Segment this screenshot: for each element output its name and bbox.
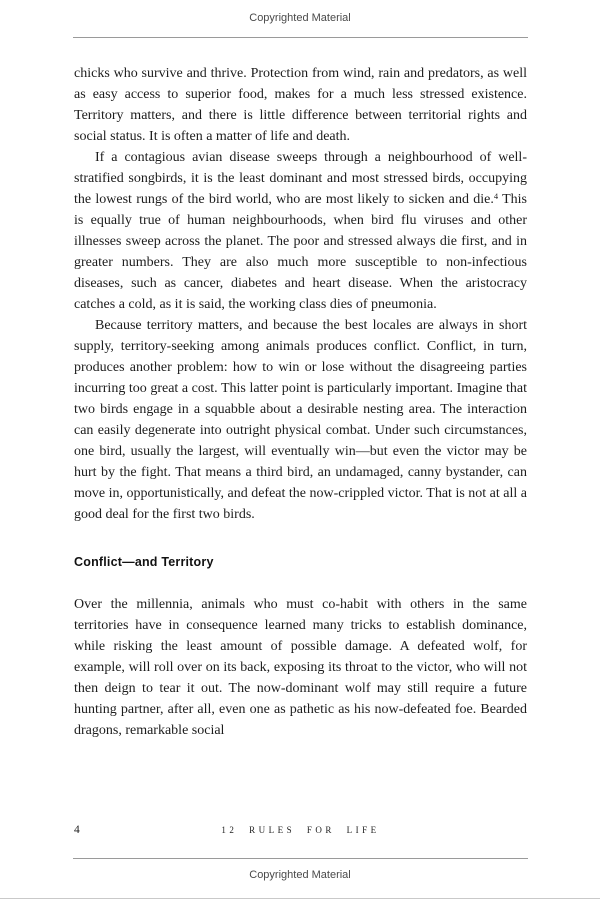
- footnote-ref-4: 4: [493, 191, 499, 201]
- top-divider: [73, 37, 528, 38]
- page-footer: [74, 822, 527, 842]
- paragraph-3: Because territory matters, and because the best locales are always in short supply, territory-seeking among animals produces conflict. Conflict, in turn, produces another problem: how to win or lose without the disagreeing parties incurring too great a cost. This latter point is particularly important. Imagine that two birds engage in a squabble about a desirable nesting area. The interaction can easily degenerate into outright physical combat. Under such circumstances, one bird, usually the largest, will eventually win—but even the victor may be hurt by the fight. That means a third bird, an undamaged, canny bystander, can move in, opportunistically, and defeat the now-crippled victor. That is not at all a good deal for the first two birds.: [74, 318, 527, 522]
- paragraph-2-text-start: If a contagious avian disease sweeps through a neighbourhood of well-stratified songbirds, it is the least dominant and most stressed birds, occupying the lowest rungs of the bird world, who are most likely to sicken and die.: [74, 150, 527, 207]
- paragraph-4: Over the millennia, animals who must co-habit with others in the same territories have in consequence learned many tricks to establish dominance, while risking the least amount of possible damage. A defeated wolf, for example, will roll over on its back, exposing its throat to the victor, who will not then deign to tear it out. The now-dominant wolf may still require a future hunting partner, after all, even one as pathetic as his now-defeated foe. Bearded dragons, remarkable social: [74, 597, 527, 738]
- copyright-watermark-top: Copyrighted Material: [249, 12, 351, 24]
- paragraph-1: chicks who survive and thrive. Protection from wind, rain and predators, as well as easy access to superior food, makes for a much less stressed existence. Territory matters, and there is little difference between territorial rights and social status. It is often a matter of life and death.: [74, 66, 527, 144]
- running-title: 12 RULES FOR LIFE: [221, 825, 380, 835]
- page-number: 4: [74, 824, 80, 836]
- page-body: [74, 63, 527, 741]
- section-heading: Conflict—and Territory: [74, 555, 214, 569]
- copyright-watermark-bottom: Copyrighted Material: [249, 869, 351, 881]
- paragraph-2: [74, 147, 527, 315]
- paragraph-2-text-end: This is equally true of human neighbourhoods, when bird flu viruses and other illnesses sweep across the planet. The poor and stressed always die first, and in greater numbers. They are also much more susceptible to non-infectious diseases, such as cancer, diabetes and heart disease. When the aristocracy catches a cold, as it is said, the working class dies of pneumonia.: [74, 192, 528, 312]
- bottom-divider: [73, 858, 528, 859]
